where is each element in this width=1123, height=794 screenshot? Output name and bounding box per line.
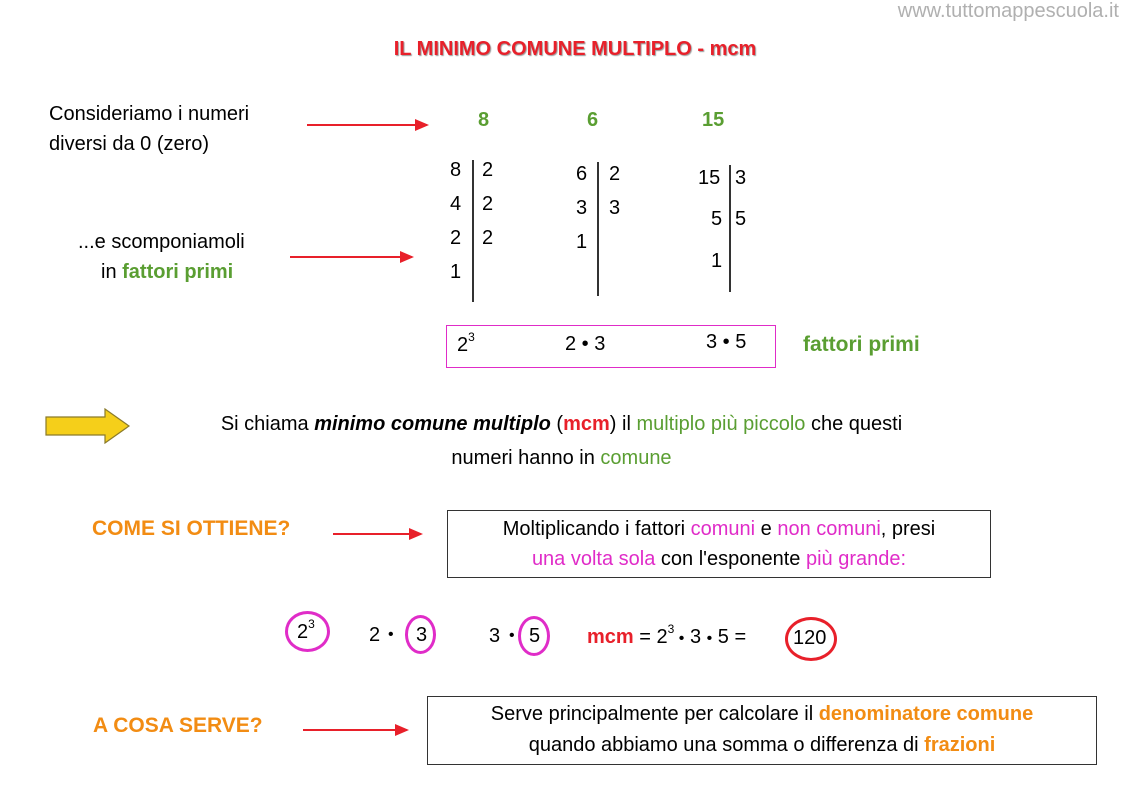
how-answer-line2: una volta sola con l'esponente più grande: (531, 548, 907, 570)
arrow-to-ladders-icon (290, 256, 412, 258)
example-2: 2 (369, 624, 381, 646)
definition-text (0, 407, 1123, 475)
decompose-line2: in fattori primi (101, 261, 234, 283)
ladder-factor: 5 (735, 208, 747, 230)
definition-line2: numeri hanno in comune (451, 447, 672, 469)
use-answer-line2: quando abbiamo una somma o differenza di frazioni (528, 734, 996, 756)
example-dot: • (388, 626, 394, 643)
example-dot: • (509, 627, 515, 644)
ladder-value: 1 (711, 250, 723, 272)
how-answer-text (447, 514, 991, 574)
how-question: COME SI OTTIENE? (92, 517, 291, 540)
number-6: 6 (587, 109, 599, 131)
ladder-value: 3 (576, 197, 588, 219)
ladder-value: 15 (698, 167, 721, 189)
arrow-to-how-icon (333, 533, 421, 535)
ladder-divider (729, 165, 731, 292)
arrow-to-use-icon (303, 729, 407, 731)
intro-text (49, 99, 249, 159)
example-3b: 3 (489, 625, 501, 647)
mcm-equation: mcm = $2^3$ • 3 • 5 = (587, 622, 747, 648)
ladder-factor: 2 (482, 227, 494, 249)
arrow-to-numbers-icon (307, 124, 427, 126)
definition-line1: Si chiama minimo comune multiplo (mcm) il multiplo più piccolo che questi (220, 413, 903, 435)
ladder-factor: 2 (482, 159, 494, 181)
factorization-6: 2 • 3 (565, 333, 606, 355)
factorization-15: 3 • 5 (706, 331, 747, 353)
example-5: 5 (529, 625, 541, 647)
ladder-value: 4 (450, 193, 462, 215)
factorization-8: $2^3$ (457, 330, 475, 356)
mcm-result: 120 (793, 627, 827, 649)
ladder-divider (472, 160, 474, 302)
use-question: A COSA SERVE? (93, 714, 263, 737)
ladder-factor: 3 (609, 197, 621, 219)
factorization-label: fattori primi (803, 333, 920, 356)
ladder-value: 5 (711, 208, 723, 230)
number-8: 8 (478, 109, 490, 131)
intro-line1: Consideriamo i numeri (49, 103, 250, 125)
page-title: IL MINIMO COMUNE MULTIPLO - mcm (393, 38, 757, 60)
ladder-value: 1 (576, 231, 588, 253)
ladder-value: 2 (450, 227, 462, 249)
decompose-line1: ...e scomponiamoli (78, 231, 245, 253)
example-3: 3 (416, 624, 428, 646)
example-2-cubed: $2^3$ (297, 617, 315, 643)
number-15: 15 (702, 109, 725, 131)
ladder-factor: 2 (609, 163, 621, 185)
decompose-text (78, 227, 245, 287)
ladder-factor: 2 (482, 193, 494, 215)
how-answer-line1: Moltiplicando i fattori comuni e non comuni, presi (502, 518, 936, 540)
ladder-value: 6 (576, 163, 588, 185)
use-answer-text (427, 699, 1097, 761)
ladder-divider (597, 162, 599, 296)
ladder-factor: 3 (735, 167, 747, 189)
intro-line2: diversi da 0 (zero) (49, 133, 210, 155)
ladder-value: 1 (450, 261, 462, 283)
use-answer-line1: Serve principalmente per calcolare il denominatore comune (490, 703, 1034, 725)
watermark: www.tuttomappescuola.it (897, 0, 1119, 22)
ladder-value: 8 (450, 159, 462, 181)
